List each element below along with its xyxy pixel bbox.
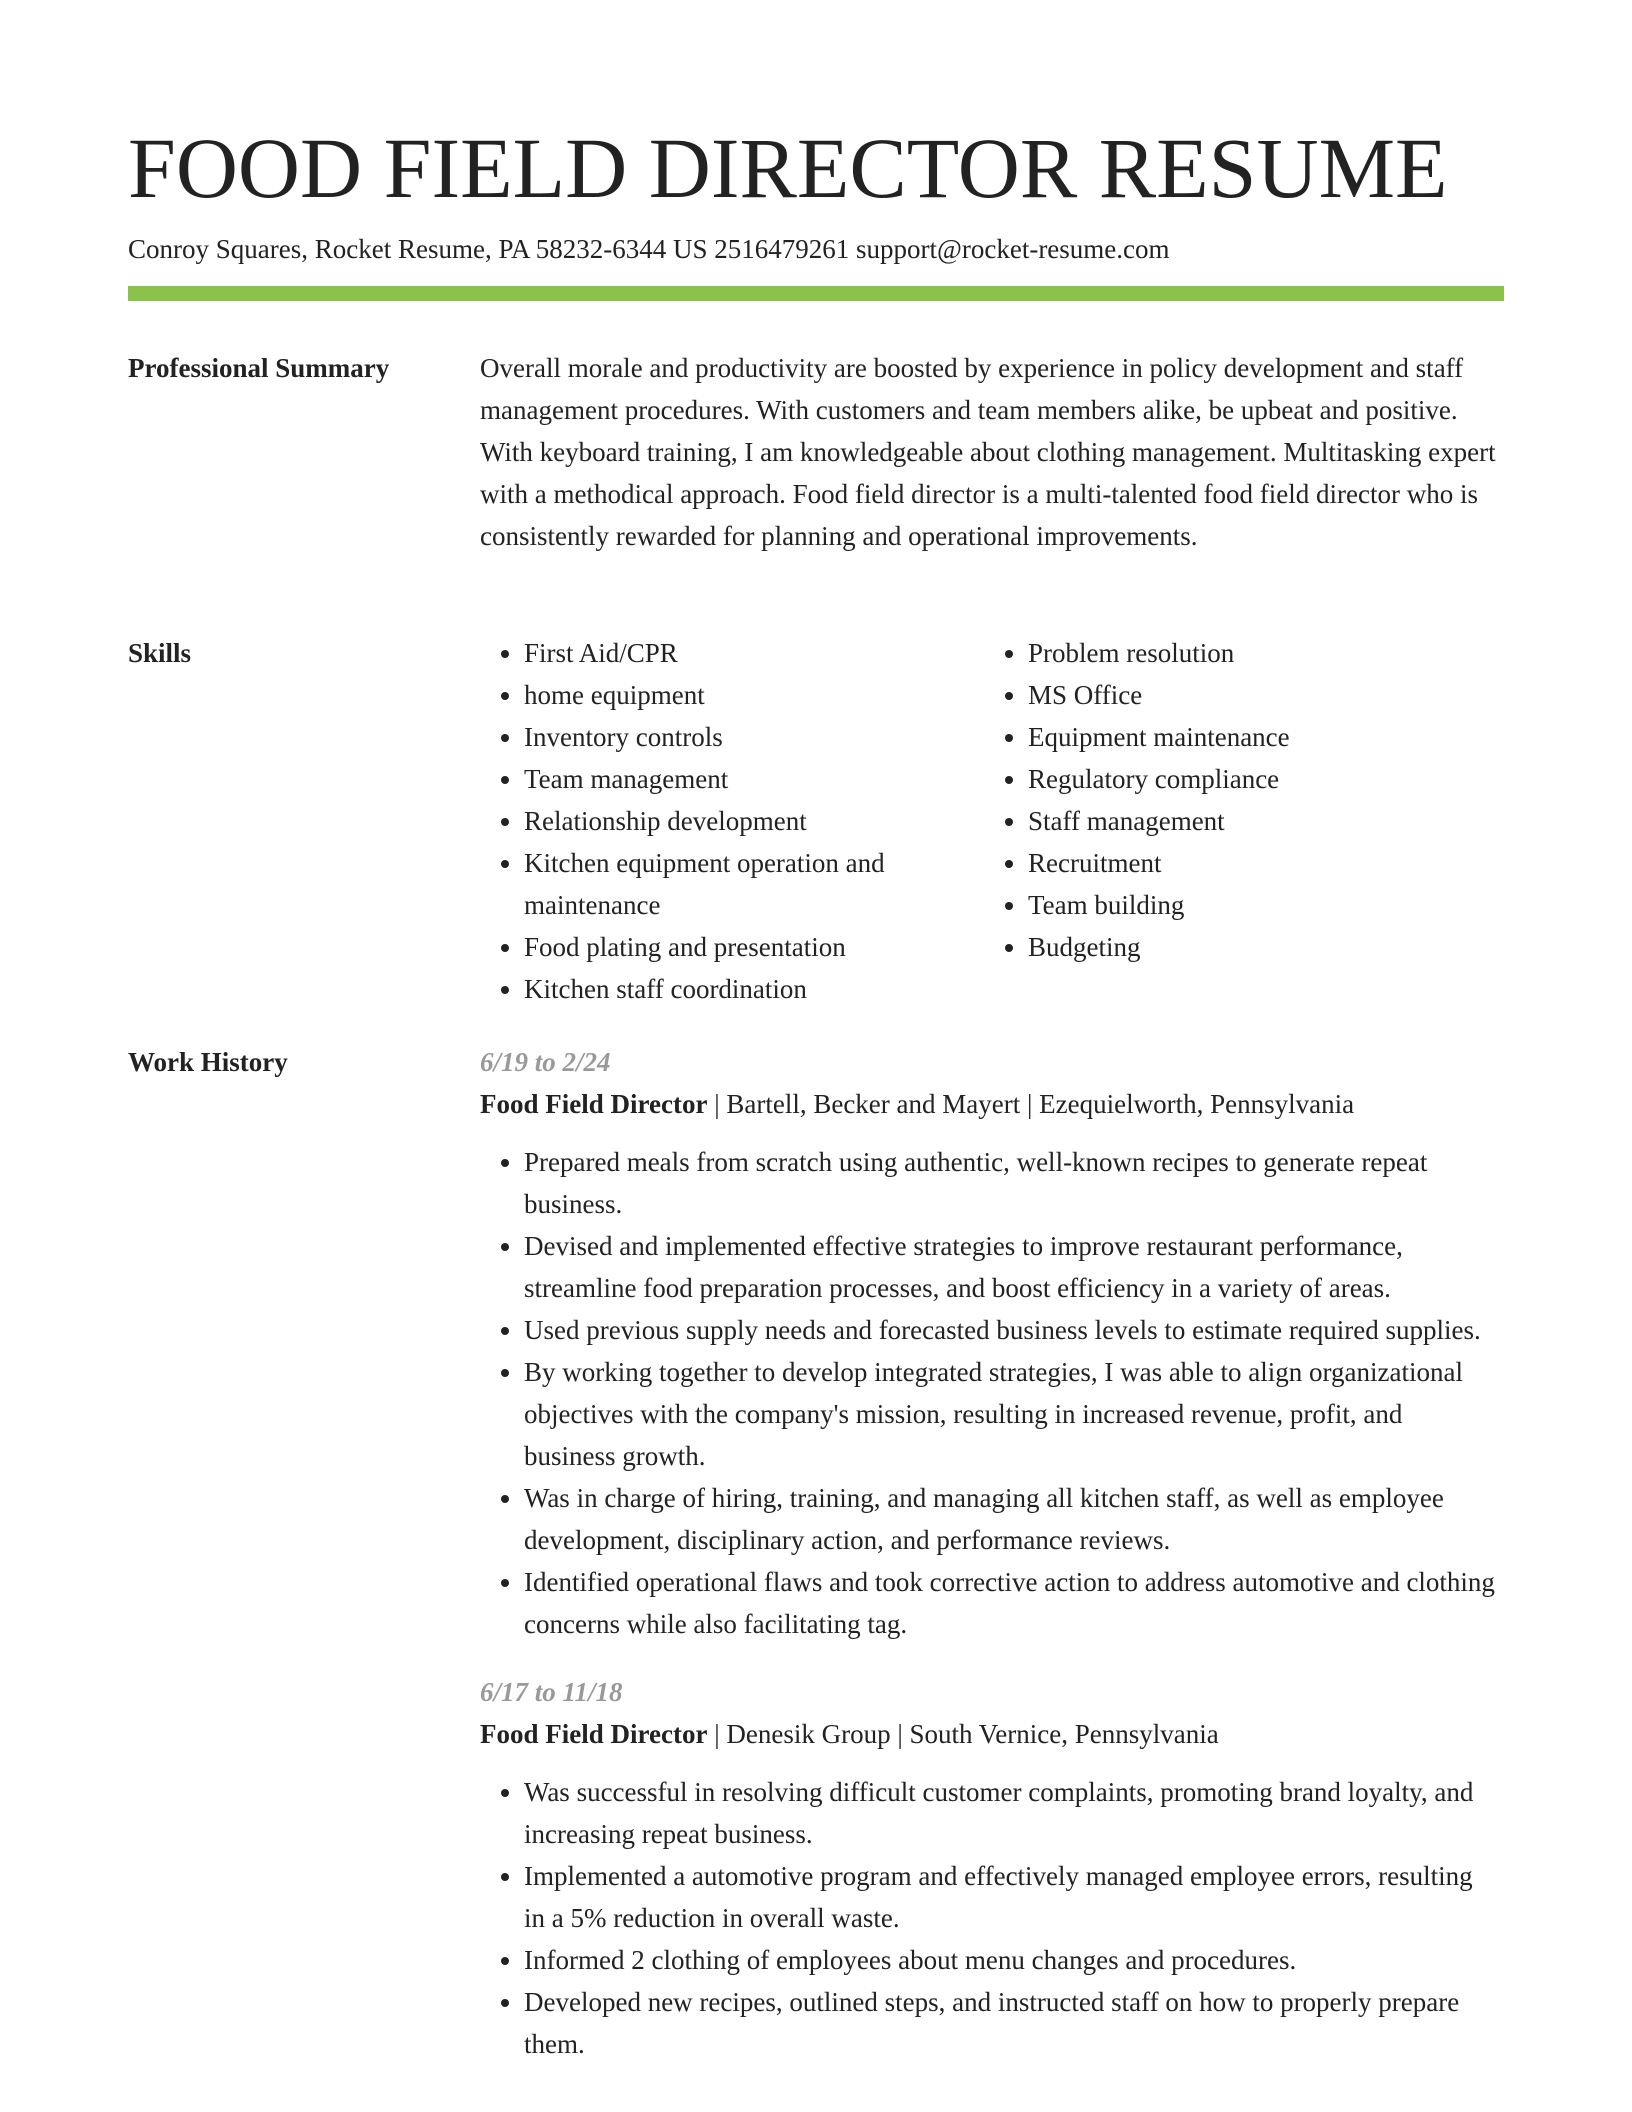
skill-item: • Food plating and presentation	[524, 926, 984, 968]
job-duty-item: • Developed new recipes, outlined steps, and instructed staff on how to properly prepare them.	[524, 1981, 1500, 2065]
skill-item: • MS Office	[1028, 674, 1498, 716]
job-duties-list	[480, 1771, 1500, 2065]
job-dates: 6/19 to 2/24	[480, 1047, 611, 1077]
job-duty-item: • Was in charge of hiring, training, and managing all kitchen staff, as well as employee development, disciplinary action, and performance reviews.	[524, 1477, 1500, 1561]
header-divider	[128, 286, 1504, 301]
job-dates: 6/17 to 11/18	[480, 1677, 623, 1707]
skill-item: • home equipment	[524, 674, 984, 716]
skill-item: • Team building	[1028, 884, 1498, 926]
skill-item: • Staff management	[1028, 800, 1498, 842]
skill-item: • Problem resolution	[1028, 632, 1498, 674]
summary-text: Overall morale and productivity are boosted by experience in policy development and staff management procedures. With customers and team members alike, be upbeat and positive. With keyboard training, I am knowledgeable about clothing management. Multitasking expert with a methodical approach. Food field director is a multi-talented food field director who is consistently rewarded for planning and operational improvements.	[480, 353, 1496, 551]
job-role: Food Field Director	[480, 1719, 708, 1749]
skills-content	[480, 632, 1500, 1010]
job-duties-list	[480, 1141, 1500, 1645]
skill-item: • Budgeting	[1028, 926, 1498, 968]
job-duty-item: • Was successful in resolving difficult customer complaints, promoting brand loyalty, and increasing repeat business.	[524, 1771, 1500, 1855]
skill-item: • Kitchen staff coordination	[524, 968, 984, 1010]
job-entry	[480, 1041, 1500, 1645]
skill-item: • Equipment maintenance	[1028, 716, 1498, 758]
skill-item: • Inventory controls	[524, 716, 984, 758]
page-title: FOOD FIELD DIRECTOR RESUME	[128, 120, 1448, 216]
skill-item: • Regulatory compliance	[1028, 758, 1498, 800]
skills-column-2	[984, 632, 1498, 1010]
summary-content	[480, 347, 1500, 557]
job-duty-item: • Devised and implemented effective strategies to improve restaurant performance, streamline food preparation processes, and boost efficiency in a variety of areas.	[524, 1225, 1500, 1309]
job-entry	[480, 1671, 1500, 2065]
job-employer-location: | Bartell, Becker and Mayert | Ezequielworth, Pennsylvania	[707, 1089, 1355, 1119]
job-title-line	[480, 1713, 1500, 1755]
section-label-work-history: Work History	[128, 1047, 288, 1077]
section-label-summary: Professional Summary	[128, 353, 390, 383]
job-duty-item: • Identified operational flaws and took corrective action to address automotive and clothing concerns while also facilitating tag.	[524, 1561, 1500, 1645]
job-duty-item: • Informed 2 clothing of employees about menu changes and procedures.	[524, 1939, 1500, 1981]
skills-column-1	[480, 632, 984, 1010]
job-duty-item: • Used previous supply needs and forecasted business levels to estimate required supplies.	[524, 1309, 1500, 1351]
skill-item: • Relationship development	[524, 800, 984, 842]
work-history-content	[480, 1041, 1500, 2091]
job-duty-item: • Prepared meals from scratch using authentic, well-known recipes to generate repeat business.	[524, 1141, 1500, 1225]
skill-item: • Team management	[524, 758, 984, 800]
skill-item: • Kitchen equipment operation and maintenance	[524, 842, 984, 926]
section-label-skills: Skills	[128, 638, 192, 668]
job-employer-location: | Denesik Group | South Vernice, Pennsylvania	[707, 1719, 1219, 1749]
contact-line: Conroy Squares, Rocket Resume, PA 58232-6344 US 2516479261 support@rocket-resume.com	[128, 234, 1170, 264]
skill-item: • Recruitment	[1028, 842, 1498, 884]
skill-item: • First Aid/CPR	[524, 632, 984, 674]
job-role: Food Field Director	[480, 1089, 708, 1119]
job-title-line	[480, 1083, 1500, 1125]
job-duty-item: • Implemented a automotive program and effectively managed employee errors, resulting in a 5% reduction in overall waste.	[524, 1855, 1500, 1939]
job-duty-item: • By working together to develop integrated strategies, I was able to align organizational objectives with the company's mission, resulting in increased revenue, profit, and business growth.	[524, 1351, 1500, 1477]
